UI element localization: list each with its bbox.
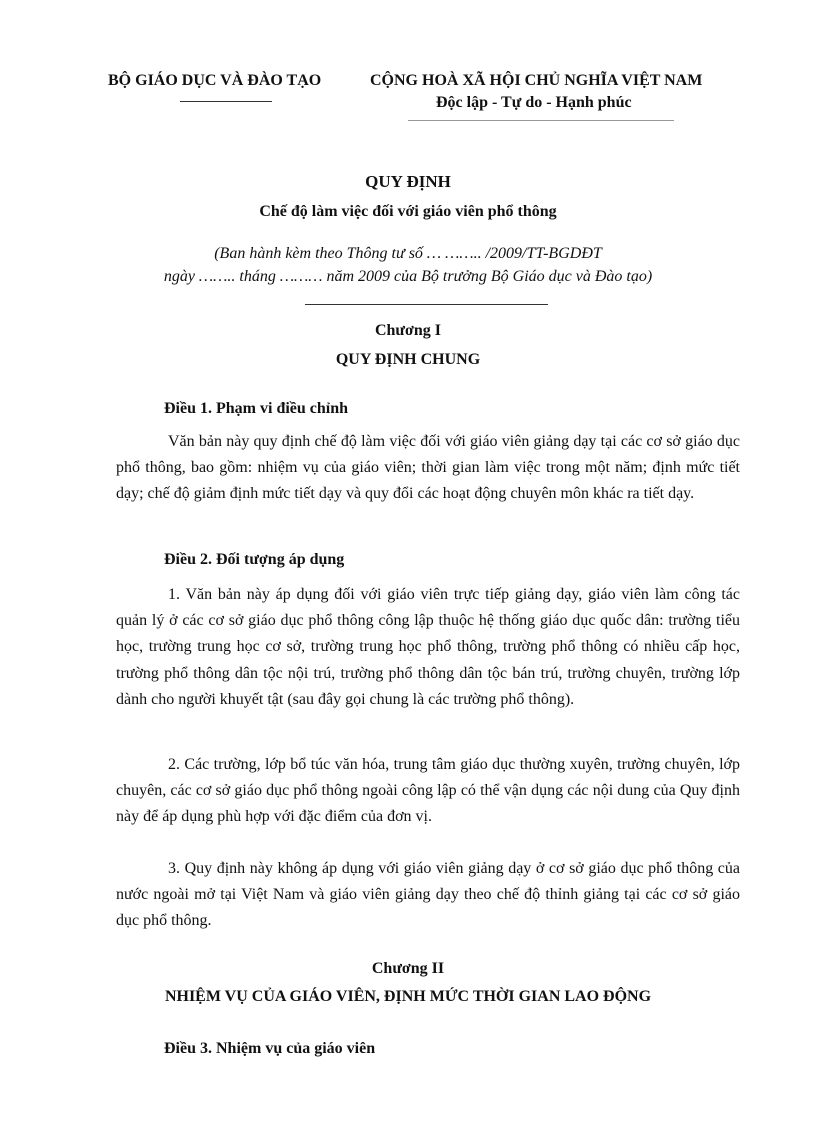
article-2-paragraph-2: 2. Các trường, lớp bổ túc văn hóa, trung tâm giáo dục thường xuyên, trường chuyên, lớp chuyên, các cơ sở giáo dục phổ thông ngoài công lập có thể vận dụng các nội dung của Quy định này để áp dụng phù hợp với đặc điểm của đơn vị. xyxy=(116,756,740,826)
motto-underline xyxy=(408,120,674,121)
article-2-heading: Điều 2. Đối tượng áp dụng xyxy=(164,551,345,568)
article-2-paragraph-3: 3. Quy định này không áp dụng với giáo viên giảng dạy ở cơ sở giáo dục phổ thông của nước ngoài mở tại Việt Nam và giáo viên giảng dạy theo chế độ thỉnh giảng tại các cơ sở giáo dục phổ thông. xyxy=(116,860,740,930)
document-subtitle: Chế độ làm việc đối với giáo viên phổ thông xyxy=(259,203,557,220)
issuance-line-2: ngày …….. tháng ……… năm 2009 của Bộ trưởng Bộ Giáo dục và Đào tạo) xyxy=(163,268,653,285)
chapter-2-number: Chương II xyxy=(371,960,445,977)
chapter-1-name: QUY ĐỊNH CHUNG xyxy=(335,351,481,368)
article-1-text: Văn bản này quy định chế độ làm việc đối với giáo viên giảng dạy tại các cơ sở giáo dục phổ thông, bao gồm: nhiệm vụ của giáo viên; thời gian làm việc trong một năm; định mức tiết dạy; chế độ giảm định mức tiết dạy và quy đổi các hoạt động chuyên môn khác ra tiết dạy. xyxy=(116,433,740,503)
ministry-underline xyxy=(180,101,272,102)
issuance-line-1: (Ban hành kèm theo Thông tư số … …….. /2009/TT-BGDĐT xyxy=(214,245,602,262)
chapter-2-name: NHIỆM VỤ CỦA GIÁO VIÊN, ĐỊNH MỨC THỜI GIAN LAO ĐỘNG xyxy=(164,988,652,1005)
title-separator xyxy=(305,304,548,305)
article-3-heading: Điều 3. Nhiệm vụ của giáo viên xyxy=(164,1040,376,1057)
national-motto: Độc lập - Tự do - Hạnh phúc xyxy=(436,94,632,111)
republic-name: CỘNG HOÀ XÃ HỘI CHỦ NGHĨA VIỆT NAM xyxy=(370,72,703,89)
document-title: QUY ĐỊNH xyxy=(365,172,451,191)
chapter-1-number: Chương I xyxy=(374,322,442,339)
ministry-name: BỘ GIÁO DỤC VÀ ĐÀO TẠO xyxy=(108,72,322,89)
article-2-paragraph-1: 1. Văn bản này áp dụng đối với giáo viên trực tiếp giảng dạy, giáo viên làm công tác quản lý ở các cơ sở giáo dục phổ thông công lập thuộc hệ thống giáo dục quốc dân: trường tiểu học, trường trung học cơ sở, trường trung học phổ thông, trường phổ thông có nhiều cấp học, trường phổ thông dân tộc nội trú, trường phổ thông dân tộc bán trú, trường chuyên, trường lớp dành cho người khuyết tật (sau đây gọi chung là các trường phổ thông). xyxy=(116,586,740,708)
article-1-heading: Điều 1. Phạm vi điều chỉnh xyxy=(164,400,349,417)
